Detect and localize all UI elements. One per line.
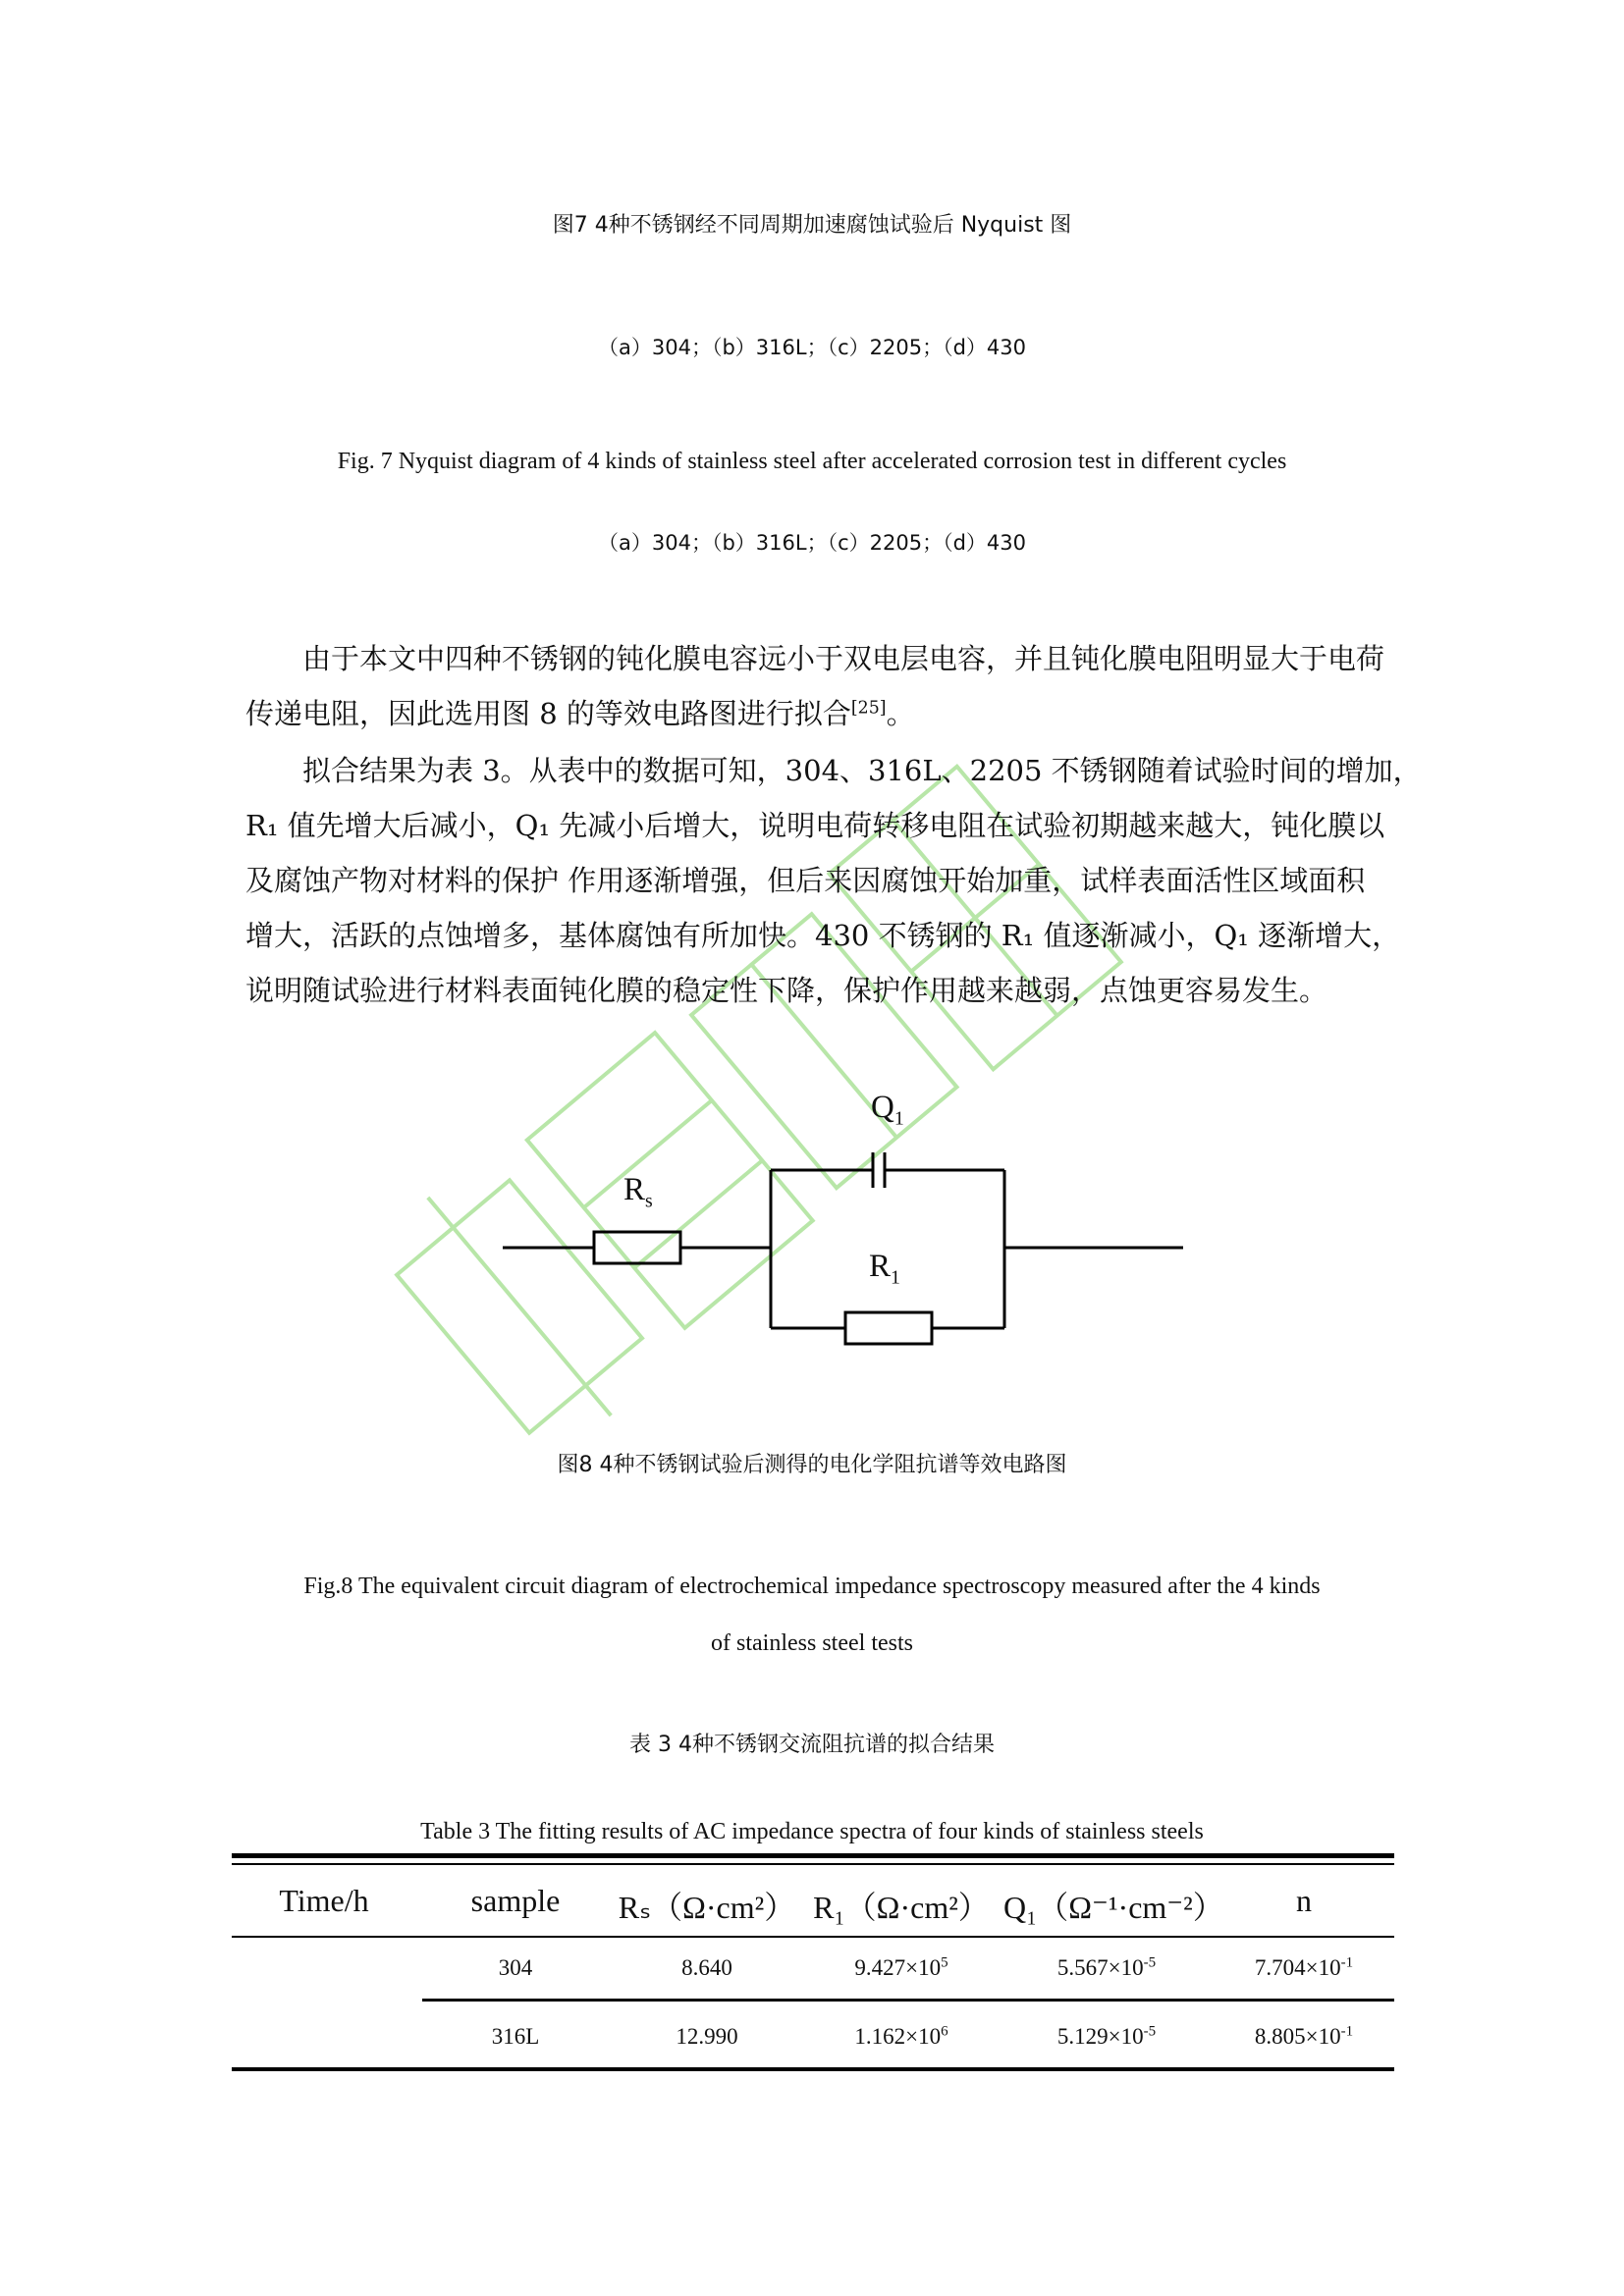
fig7-subcaption-en: （a）304；（b）316L；（c）2205；（d）430 [598,531,1026,555]
fig8-caption-cn: 图8 4种不锈钢试验后测得的电化学阻抗谱等效电路图 [557,1453,1067,1477]
table-cell-r1 [808,2024,995,2050]
value-base: 5.129×10 [1056,2024,1144,2049]
label-r1 [869,1249,900,1289]
paragraph-2-line: 增大，活跃的点蚀增多，基体腐蚀有所加快。430 不锈钢的 R₁ 值逐渐减小，Q₁ 逐渐增大， [245,919,1401,952]
table-cell-n [1225,1955,1382,1981]
value-base: 9.427×10 [854,1955,942,1980]
value-exponent: 6 [941,2023,948,2040]
text-run: 传递电阻，因此选用图 8 的等效电路图进行拟合 [245,697,851,730]
label-q1-sub: 1 [893,1107,904,1130]
table-cell-sample: 316L [491,2024,540,2049]
col-header-sample: sample [470,1883,561,1918]
table-cell-q1 [1003,2024,1210,2050]
value-exponent: -5 [1143,2023,1157,2040]
fig7-subcaption-cn: （a）304；（b）316L；（c）2205；（d）430 [598,336,1026,359]
fig8-caption-en-line1: Fig.8 The equivalent circuit diagram of electrochemical impedance spectroscopy measured after the 4 kinds [303,1574,1321,1599]
label-q1 [871,1090,904,1130]
label-rs [623,1172,653,1212]
circuit-wiring [491,1090,1198,1364]
text-run: 。 [886,697,915,730]
col-header-n: n [1296,1883,1312,1918]
equivalent-circuit-diagram [491,1090,1198,1364]
table3-caption-cn: 表 3 4种不锈钢交流阻抗谱的拟合结果 [629,1733,995,1757]
table3-caption-en: Table 3 The fitting results of AC impedance spectra of four kinds of stainless steels [420,1819,1204,1844]
label-r1-sub: 1 [891,1266,900,1289]
table-cell-n [1225,2024,1382,2050]
table-cell-q1 [1003,1955,1210,1981]
label-r1-main: R [869,1249,892,1284]
table-cell-rs: 8.640 [681,1955,732,1980]
label-rs-main: R [623,1172,646,1207]
table-rule-top-thin [232,1863,1394,1865]
table-rule-top [232,1853,1394,1858]
paragraph-1-line [245,686,1380,741]
value-base: 1.162×10 [854,2024,942,2049]
paragraph-2-line: R₁ 值先增大后减小，Q₁ 先减小后增大，说明电荷转移电阻在试验初期越来越大，钝化膜以 [245,809,1385,842]
paragraph-2-line: 说明随试验进行材料表面钝化膜的稳定性下降，保护作用越来越弱，点蚀更容易发生。 [245,974,1328,1007]
paragraph-1-line: 由于本文中四种不锈钢的钝化膜电容远小于双电层电容，并且钝化膜电阻明显大于电荷 [302,642,1385,675]
col-header-q1: Q₁（Ω⁻¹·cm⁻²） [1003,1890,1224,1925]
table-cell-rs: 12.990 [676,2024,738,2049]
resistor-rs [594,1232,680,1263]
value-exponent: -5 [1143,1954,1157,1971]
table-rule-row [422,1999,1394,2002]
col-header-time: Time/h [279,1883,369,1918]
label-q1-main: Q [871,1090,894,1125]
table-cell-sample: 304 [498,1955,533,1980]
col-header-rs: Rₛ（Ω·cm²） [618,1890,796,1925]
paragraph-2-line: 拟合结果为表 3。从表中的数据可知，304、316L、2205 不锈钢随着试验时间的增加， [302,754,1422,787]
value-exponent: 5 [941,1954,948,1971]
fig7-caption-en: Fig. 7 Nyquist diagram of 4 kinds of stainless steel after accelerated corrosion test in different cycles [337,449,1287,474]
paragraph-2-line: 及腐蚀产物对材料的保护 作用逐渐增强，但后来因腐蚀开始加重，试样表面活性区域面积 [245,864,1366,897]
value-base: 8.805×10 [1254,2024,1341,2049]
value-exponent: -1 [1340,2023,1354,2040]
label-rs-sub: s [645,1190,653,1212]
table-cell-r1 [808,1955,995,1981]
fig8-caption-en-line2: of stainless steel tests [711,1630,913,1656]
citation-ref: [25] [850,698,887,719]
value-exponent: -1 [1340,1954,1354,1971]
table-rule-header [232,1936,1394,1938]
value-base: 7.704×10 [1254,1955,1341,1980]
resistor-r1 [845,1312,932,1344]
fig7-caption-cn: 图7 4种不锈钢经不同周期加速腐蚀试验后 Nyquist 图 [552,213,1072,238]
col-header-r1: R₁（Ω·cm²） [813,1890,990,1925]
table-rule-bottom [232,2067,1394,2071]
paragraph-2 [245,743,1422,1018]
value-base: 5.567×10 [1056,1955,1144,1980]
paragraph-1 [245,631,1385,741]
